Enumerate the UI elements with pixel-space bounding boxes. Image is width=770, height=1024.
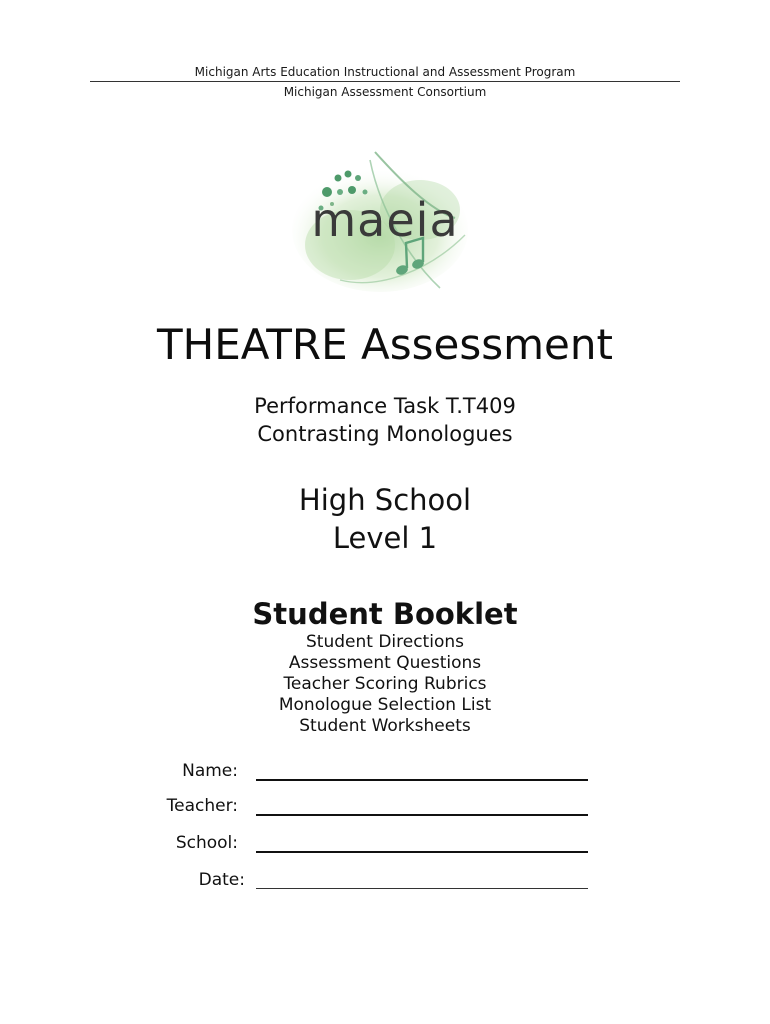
teacher-field[interactable] [256, 814, 588, 816]
consortium-header: Michigan Assessment Consortium [283, 85, 487, 99]
name-field[interactable] [256, 779, 588, 781]
list-item: Monologue Selection List [278, 695, 492, 715]
list-item: Student Directions [306, 632, 464, 652]
school-field[interactable] [256, 851, 588, 853]
booklet-title: Student Booklet [252, 597, 518, 631]
date-field[interactable] [256, 888, 588, 889]
task-info [0, 392, 770, 448]
school-row [0, 832, 770, 856]
level-info [0, 481, 770, 557]
date-row [0, 869, 770, 893]
program-header: Michigan Arts Education Instructional and Assessment Program [194, 65, 576, 79]
name-row [0, 760, 770, 784]
header-rule [90, 81, 680, 82]
task-number: Performance Task T.T409 [254, 394, 516, 418]
maeia-logo [280, 140, 490, 298]
teacher-row [0, 795, 770, 819]
task-name: Contrasting Monologues [257, 422, 513, 446]
name-label: Name: [182, 761, 238, 781]
page-title: THEATRE Assessment [157, 320, 613, 369]
maeia-wordmark: maeia [311, 193, 459, 247]
list-item: Assessment Questions [288, 653, 482, 673]
list-item: Teacher Scoring Rubrics [283, 674, 487, 694]
booklet-contents-list [0, 632, 770, 737]
school-level: High School [298, 483, 472, 517]
teacher-label: Teacher: [166, 796, 238, 816]
maeia-logo-graphic [280, 140, 490, 298]
date-label: Date: [198, 870, 245, 890]
school-label: School: [175, 833, 238, 853]
level-number: Level 1 [332, 521, 438, 555]
list-item: Student Worksheets [299, 716, 471, 736]
